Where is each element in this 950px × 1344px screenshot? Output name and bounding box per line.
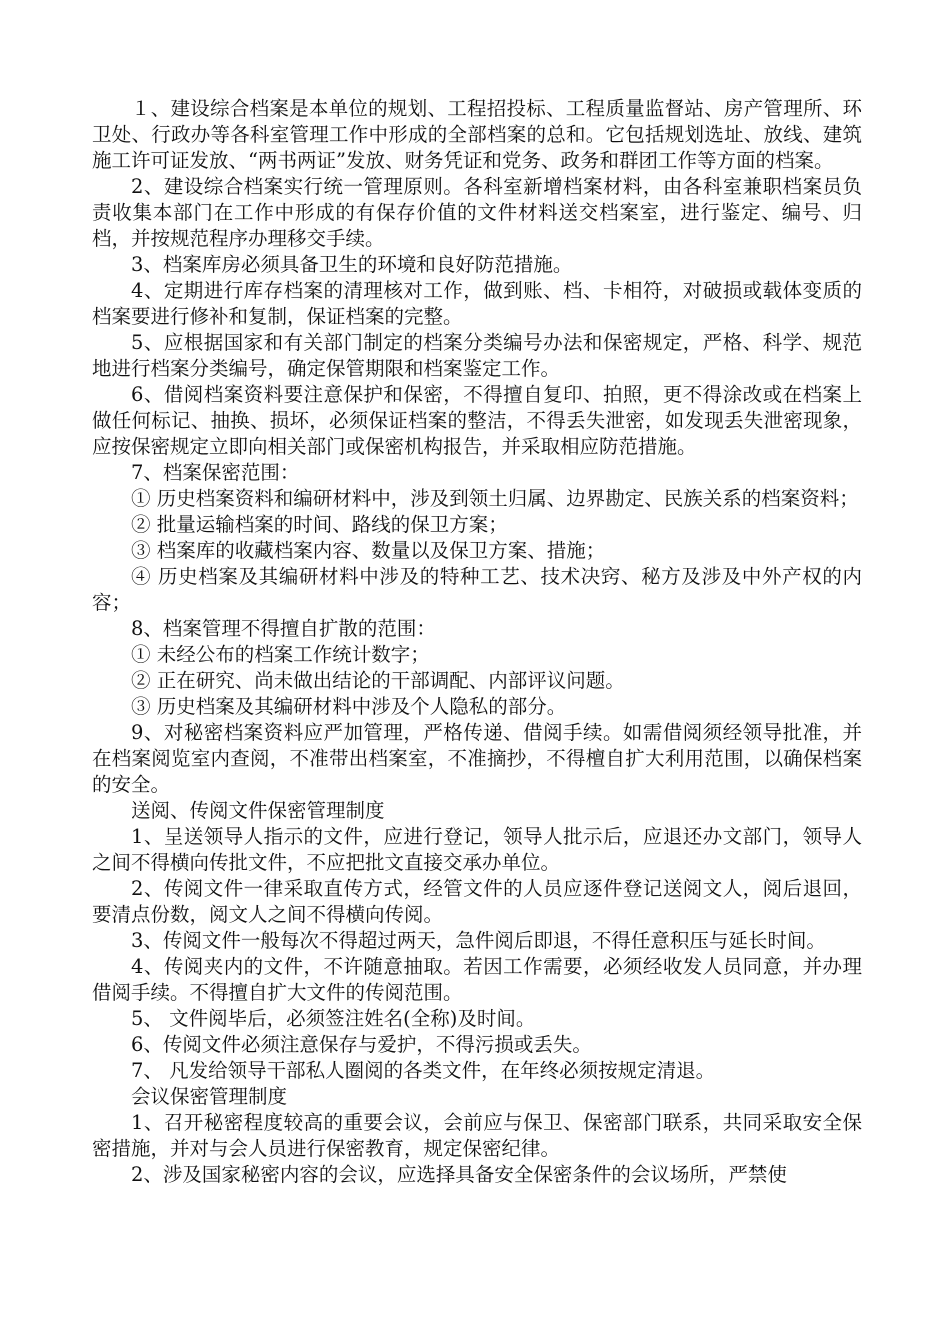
paragraph: 1、呈送领导人指示的文件，应进行登记，领导人批示后，应退还办文部门，领导人之间不得横向传批文件，不应把批文直接交承办单位。 [92,825,862,874]
paragraph: 7、档案保密范围： [131,461,300,484]
paragraph: 4、定期进行库存档案的清理核对工作，做到账、档、卡相符，对破损或载体变质的档案要进行修补和复制，保证档案的完整。 [92,279,862,328]
list-item: ① 历史档案资料和编研材料中，涉及到领土归属、边界勘定、民族关系的档案资料； [131,487,859,510]
paragraph: 6、传阅文件必须注意保存与爱护，不得污损或丢失。 [131,1033,592,1056]
paragraph: 6、借阅档案资料要注意保护和保密，不得擅自复印、拍照，更不得涂改或在档案上做任何标记、抽换、损坏，必须保证档案的整洁，不得丢失泄密，如发现丢失泄密现象，应按保密规定立即向相关部门或保密机构报告，并采取相应防范措施。 [92,383,862,458]
list-item: ④ 历史档案及其编研材料中涉及的特种工艺、技术决窍、秘方及涉及中外产权的内容； [92,565,862,614]
section-heading: 会议保密管理制度 [131,1085,288,1108]
paragraph: 5、应根据国家和有关部门制定的档案分类编号办法和保密规定，严格、科学、规范地进行档案分类编号，确定保管期限和档案鉴定工作。 [92,331,862,380]
paragraph: １、建设综合档案是本单位的规划、工程招投标、工程质量监督站、房产管理所、环卫处、行政办等各科室管理工作中形成的全部档案的总和。它包括规划选址、放线、建筑施工许可证发放、“两书两证”发放、财务凭证和党务、政务和群团工作等方面的档案。 [92,97,862,172]
document-body [92,96,862,1188]
paragraph: 8、档案管理不得擅自扩散的范围： [131,617,436,640]
list-item: ③ 历史档案及其编研材料中涉及个人隐私的部分。 [131,695,567,718]
paragraph: 9、对秘密档案资料应严加管理，严格传递、借阅手续。如需借阅须经领导批准，并在档案阅览室内查阅，不准带出档案室，不准摘抄，不得檀自扩大利用范围，以确保档案的安全。 [92,721,862,796]
list-item: ① 未经公布的档案工作统计数字； [131,643,430,666]
paragraph: 2、建设综合档案实行统一管理原则。各科室新增档案材料，由各科室兼职档案员负责收集本部门在工作中形成的有保存价值的文件材料送交档案室，进行鉴定、编号、归档，并按规范程序办理移交手续。 [92,175,862,250]
paragraph: 5、 文件阅毕后，必须签注姓名(全称)及时间。 [131,1007,536,1030]
list-item: ③ 档案库的收藏档案内容、数量以及保卫方案、措施； [131,539,606,562]
list-item: ② 批量运输档案的时间、路线的保卫方案； [131,513,508,536]
list-item: ② 正在研究、尚未做出结论的干部调配、内部评议问题。 [131,669,625,692]
paragraph: 4、传阅夹内的文件，不许随意抽取。若因工作需要，必须经收发人员同意，并办理借阅手续。不得擅自扩大文件的传阅范围。 [92,955,862,1004]
paragraph: 2、传阅文件一律采取直传方式，经管文件的人员应逐件登记送阅文人，阅后退回，要清点份数，阅文人之间不得横向传阅。 [92,877,862,926]
section-heading: 送阅、传阅文件保密管理制度 [131,799,385,822]
paragraph: 3、档案库房必须具备卫生的环境和良好防范措施。 [131,253,573,276]
paragraph: 7、 凡发给领导干部私人圈阅的各类文件，在年终必须按规定清退。 [131,1059,716,1082]
paragraph: 2、涉及国家秘密内容的会议，应选择具备安全保密条件的会议场所，严禁使 [131,1163,787,1186]
paragraph: 1、召开秘密程度较高的重要会议，会前应与保卫、保密部门联系，共同采取安全保密措施，并对与会人员进行保密教育，规定保密纪律。 [92,1111,862,1160]
paragraph: 3、传阅文件一般每次不得超过两天，急件阅后即退，不得任意积压与延长时间。 [131,929,826,952]
